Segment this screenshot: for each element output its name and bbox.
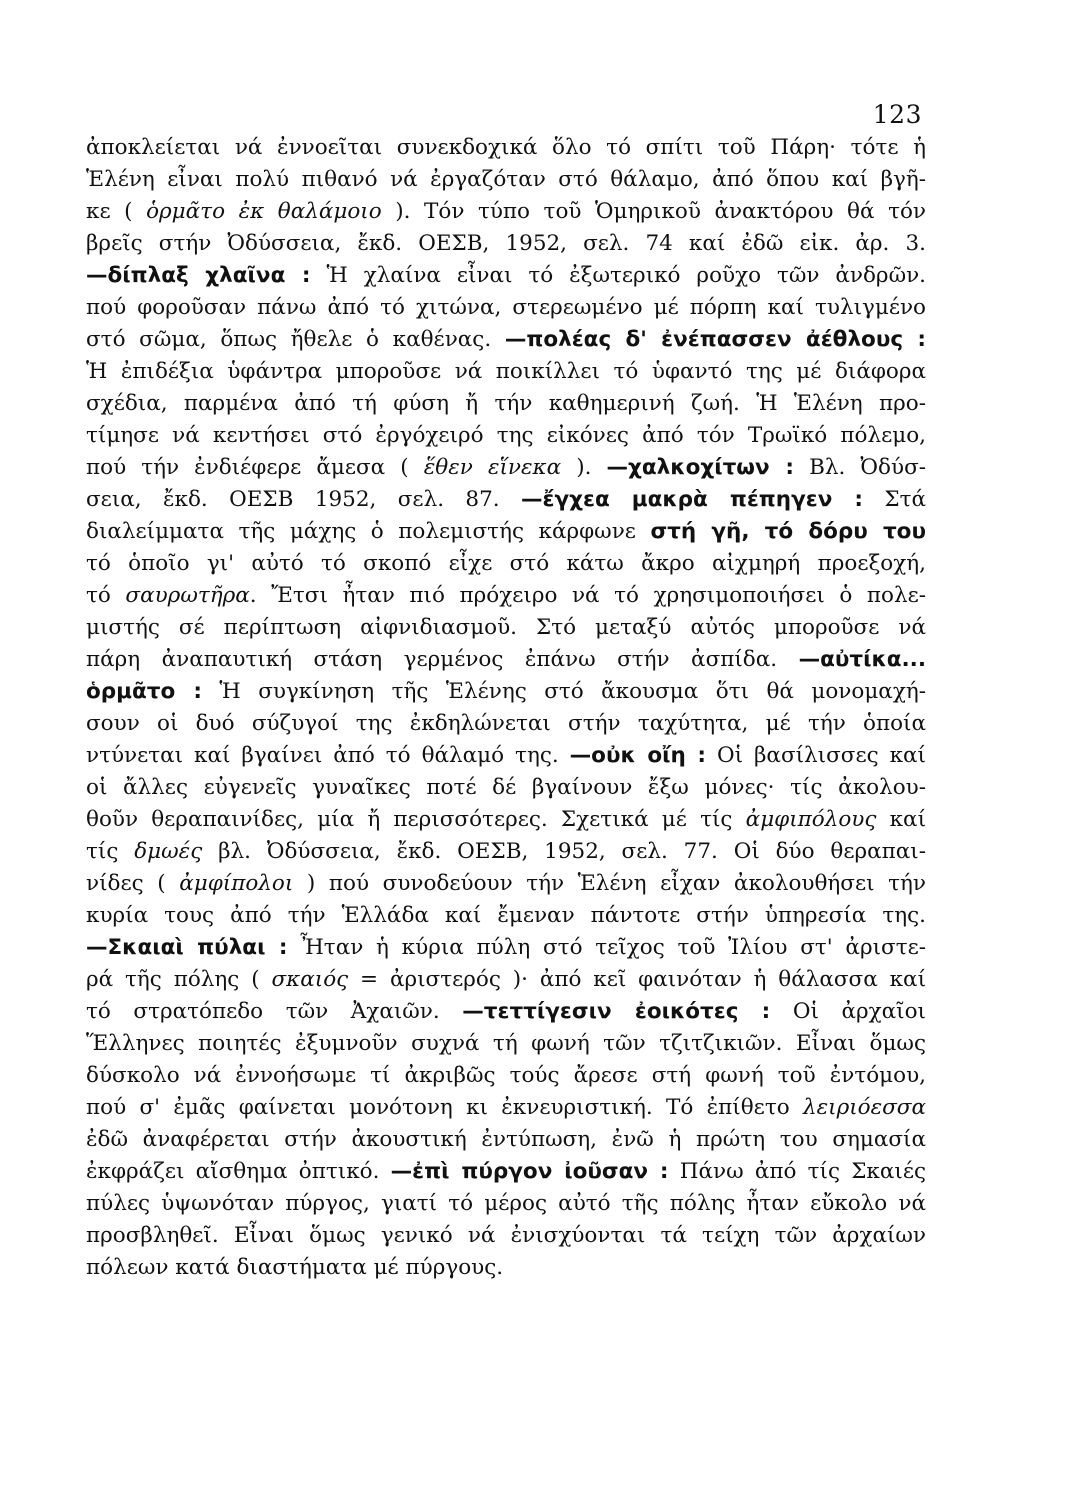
text-segment: διαλείμματα τῆς μάχης ὁ πολεμιστής κάρφωνε — [86, 519, 651, 544]
text-segment: τό στρατόπεδο τῶν Ἀχαιῶν. — [86, 999, 463, 1024]
text-line — [86, 996, 926, 1028]
text-segment: Ἡ χλαίνα εἶναι τό ἐξωτερικό ροῦχο τῶν ἀνδρῶν. — [310, 263, 926, 288]
lemma-headword: —χαλκοχίτων : — [606, 455, 794, 480]
text-segment: Ἡ συγκίνηση τῆς Ἑλένης στό ἄκουσμα ὅτι θά μονομαχή- — [201, 679, 926, 704]
text-line — [86, 804, 926, 836]
text-line — [86, 708, 926, 740]
text-segment: τό ὁποῖο γι' αὐτό τό σκοπό εἶχε στό κάτω ἄκρο αἰχμηρή προεξοχή, — [86, 551, 926, 576]
text-line — [86, 772, 926, 804]
text-segment: Ἦταν ἡ κύρια πύλη στό τεῖχος τοῦ Ἰλίου στ' ἀριστε- — [287, 935, 926, 960]
text-line — [86, 388, 926, 420]
text-segment: Ἡ ἐπιδέξια ὑφάντρα μποροῦσε νά ποικίλλει τό ὑφαντό της μέ διάφορα — [86, 359, 926, 384]
text-line — [86, 260, 926, 292]
lemma-headword: στή γῆ, τό δόρυ του — [650, 519, 926, 544]
text-line — [86, 868, 926, 900]
text-segment: = ἀριστερός )· ἀπό κεῖ φαινόταν ἡ θάλασσα καί — [348, 967, 926, 992]
text-line — [86, 612, 926, 644]
text-segment: δύσκολο νά ἐννοήσωμε τί ἀκριβῶς τούς ἄρεσε στή φωνή τοῦ ἐντόμου, — [86, 1063, 926, 1088]
lemma-headword: —Σκαιαὶ πύλαι : — [86, 935, 288, 960]
text-segment: ρά τῆς πόλης ( — [86, 967, 272, 992]
text-segment: πόλεων κατά διαστήματα μέ πύργους. — [86, 1255, 504, 1280]
text-segment: σχέδια, παρμένα ἀπό τή φύση ἤ τήν καθημερινή ζωή. Ἡ Ἑλένη προ- — [86, 391, 926, 416]
text-line — [86, 932, 926, 964]
lemma-headword: —οὐκ οἴη : — [569, 743, 707, 768]
text-line — [86, 484, 926, 516]
text-line — [86, 1156, 926, 1188]
text-segment: τό — [86, 583, 126, 608]
text-segment: βλ. Ὀδύσσεια, ἔκδ. ΟΕΣΒ, 1952, σελ. 77. Οἱ δύο θεραπαι- — [202, 839, 926, 864]
quoted-term: ἀμφίπολοι — [179, 871, 294, 896]
quoted-term: σαυρωτῆρα — [125, 583, 250, 608]
lemma-headword: —αὐτίκα... — [798, 647, 926, 672]
text-segment: ντύνεται καί βγαίνει ἀπό τό θάλαμό της. — [86, 743, 570, 768]
commentary-text — [86, 132, 926, 1284]
text-segment: κε ( — [86, 199, 147, 224]
text-line — [86, 324, 926, 356]
text-segment: Βλ. Ὀδύσ- — [793, 455, 926, 480]
text-segment: πύλες ὑψωνόταν πύργος, γιατί τό μέρος αὐτό τῆς πόλης ἦταν εὔκολο νά — [86, 1191, 926, 1216]
text-line — [86, 1124, 926, 1156]
page-number: 123 — [872, 100, 922, 129]
quoted-term: λειριόεσσα — [802, 1095, 926, 1120]
quoted-term: δμωές — [134, 839, 203, 864]
text-line — [86, 644, 926, 676]
text-segment: τίμησε νά κεντήσει στό ἐργόχειρό της εἰκόνες ἀπό τόν Τρωϊκό πόλεμο, — [86, 423, 926, 448]
text-segment: κυρία τους ἀπό τήν Ἑλλάδα καί ἔμεναν πάντοτε στήν ὑπηρεσία της. — [86, 903, 926, 928]
text-line — [86, 356, 926, 388]
text-segment: Ἑλένη εἶναι πολύ πιθανό νά ἐργαζόταν στό θάλαμο, ἀπό ὅπου καί βγῆ- — [86, 167, 926, 192]
text-segment: ). Τόν τύπο τοῦ Ὁμηρικοῦ ἀνακτόρου θά τόν — [381, 199, 926, 224]
text-line — [86, 132, 926, 164]
text-segment: πάρη ἀναπαυτική στάση γερμένος ἐπάνω στήν ἀσπίδα. — [86, 647, 799, 672]
text-segment: τίς — [86, 839, 135, 864]
quoted-term: σκαιός — [271, 967, 349, 992]
quoted-term: ἕθεν εἵνεκα — [423, 455, 562, 480]
text-line — [86, 164, 926, 196]
text-segment: Ἕλληνες ποιητές ἐξυμνοῦν συχνά τή φωνή τῶν τζιτζικιῶν. Εἶναι ὅμως — [86, 1031, 926, 1056]
text-segment: θοῦν θεραπαινίδες, μία ἤ περισσότερες. Σχετικά μέ τίς — [86, 807, 746, 832]
text-line — [86, 836, 926, 868]
text-line — [86, 1092, 926, 1124]
text-segment: ἐδῶ ἀναφέρεται στήν ἀκουστική ἐντύπωση, ἐνῶ ἡ πρώτη του σημασία — [86, 1127, 926, 1152]
text-segment: Οἱ ἀρχαῖοι — [770, 999, 926, 1024]
text-line — [86, 228, 926, 260]
text-segment: πού τήν ἐνδιέφερε ἄμεσα ( — [86, 455, 424, 480]
text-line — [86, 1252, 926, 1284]
quoted-term: ἀμφιπόλους — [745, 807, 877, 832]
text-segment: σεια, ἔκδ. ΟΕΣΒ 1952, σελ. 87. — [86, 487, 521, 512]
text-segment: καί — [876, 807, 926, 832]
text-segment: μιστής σέ περίπτωση αἰφνιδιασμοῦ. Στό μεταξύ αὐτός μποροῦσε νά — [86, 615, 926, 640]
lemma-headword: —τεττίγεσιν ἐοικότες : — [462, 999, 771, 1024]
text-segment: πού σ' ἐμᾶς φαίνεται μονότονη κι ἐκνευριστική. Τό ἐπίθετο — [86, 1095, 803, 1120]
lemma-headword: —δίπλαξ χλαῖνα : — [86, 263, 311, 288]
text-line — [86, 1188, 926, 1220]
lemma-headword: —ἔγχεα μακρὰ πέπηγεν : — [521, 487, 863, 512]
text-segment: Οἱ βασίλισσες καί — [706, 743, 926, 768]
text-line — [86, 676, 926, 708]
text-line — [86, 964, 926, 996]
text-line — [86, 548, 926, 580]
text-segment: πού φοροῦσαν πάνω ἀπό τό χιτώνα, στερεωμένο μέ πόρπη καί τυλιγμένο — [86, 295, 926, 320]
text-segment: Πάνω ἀπό τίς Σκαιές — [668, 1159, 926, 1184]
text-segment: . Ἔτσι ἦταν πιό πρόχειρο νά τό χρησιμοποιήσει ὁ πολε- — [249, 583, 926, 608]
text-line — [86, 740, 926, 772]
text-line — [86, 900, 926, 932]
text-line — [86, 196, 926, 228]
text-line — [86, 516, 926, 548]
text-segment: νίδες ( — [86, 871, 180, 896]
text-segment: ) πού συνοδεύουν τήν Ἑλένη εἶχαν ἀκολουθήσει τήν — [293, 871, 926, 896]
quoted-term: ὁρμᾶτο ἐκ θαλάμοιο — [146, 199, 382, 224]
text-line — [86, 1060, 926, 1092]
text-segment: βρεῖς στήν Ὀδύσσεια, ἔκδ. ΟΕΣΒ, 1952, σελ. 74 καί ἐδῶ εἰκ. ἀρ. 3. — [86, 231, 926, 256]
lemma-headword: ὁρμᾶτο : — [86, 679, 202, 704]
text-line — [86, 420, 926, 452]
text-segment: ). — [561, 455, 607, 480]
text-line — [86, 452, 926, 484]
text-line — [86, 1220, 926, 1252]
text-line — [86, 1028, 926, 1060]
text-segment: ἐκφράζει αἴσθημα ὀπτικό. — [86, 1159, 391, 1184]
lemma-headword: —πολέας δ' ἐνέπασσεν ἀέθλους : — [504, 327, 926, 352]
text-segment: οἱ ἄλλες εὐγενεῖς γυναῖκες ποτέ δέ βγαίνουν ἔξω μόνες· τίς ἀκολου- — [86, 775, 926, 800]
text-segment: σουν οἱ δυό σύζυγοί της ἐκδηλώνεται στήν ταχύτητα, μέ τήν ὁποία — [86, 711, 926, 736]
text-segment: προσβληθεῖ. Εἶναι ὅμως γενικό νά ἐνισχύονται τά τείχη τῶν ἀρχαίων — [86, 1223, 926, 1248]
text-segment: στό σῶμα, ὅπως ἤθελε ὁ καθένας. — [86, 327, 505, 352]
text-line — [86, 292, 926, 324]
lemma-headword: —ἐπὶ πύργον ἰοῦσαν : — [390, 1159, 669, 1184]
text-line — [86, 580, 926, 612]
text-segment: Στά — [863, 487, 926, 512]
text-segment: ἀποκλείεται νά ἐννοεῖται συνεκδοχικά ὅλο τό σπίτι τοῦ Πάρη· τότε ἡ — [86, 135, 926, 160]
